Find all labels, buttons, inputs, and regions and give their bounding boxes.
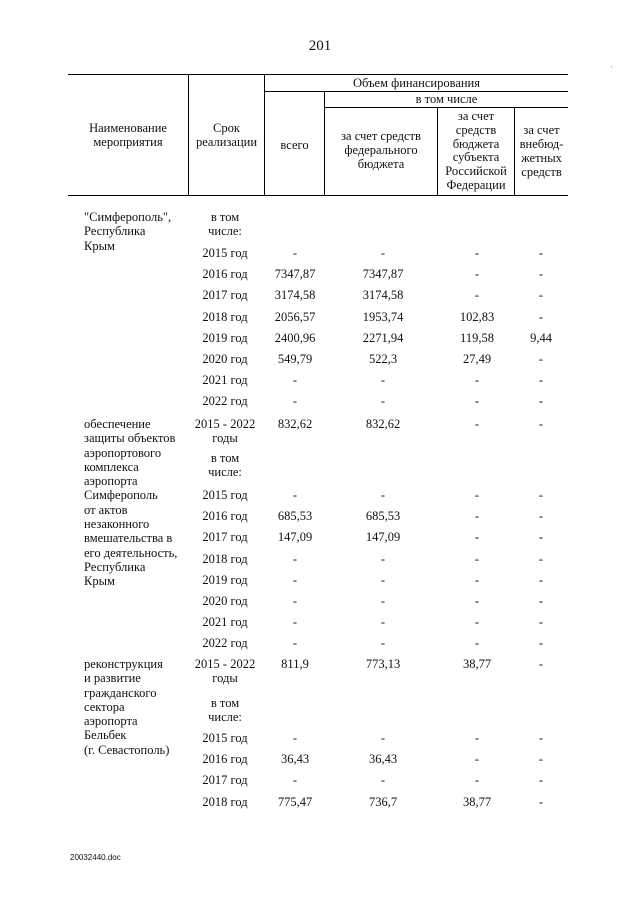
header-including: в том числе [415,92,478,106]
table-row [0,792,640,813]
header-vrule-2 [264,74,265,196]
header-col-name-line: мероприятия [93,135,163,149]
fed-cell: 1953,74 [362,309,404,324]
year-cell: 2021 год [202,373,248,388]
ext-cell: - [538,246,544,260]
ext-cell: - [538,572,544,587]
table-row [0,506,640,527]
total-cell: - [292,773,298,788]
header-extra-line: средств [521,165,562,179]
total-cell: 2400,96 [274,330,316,345]
ext-cell: - [538,530,544,545]
range-label-line: 2015 - 2022 [194,417,256,431]
ext-cell: - [538,636,544,651]
subj-cell: 102,83 [459,309,495,324]
subj-cell: 119,58 [460,330,494,345]
total-cell: 549,79 [277,352,313,366]
year-cell: 2015 год [202,488,248,502]
header-col-name [68,121,188,149]
subj-cell: - [474,530,480,545]
activity-name-line: Крым [84,238,115,253]
fed-cell: - [380,488,386,502]
subj-cell: 27,49 [462,352,492,366]
subj-cell: - [474,572,480,587]
header-extra-line: внебюд- [519,137,564,151]
table-row [0,549,640,570]
year-cell: 2017 год [202,530,248,545]
header-subject-line: Федерации [446,177,506,192]
total-cell: - [292,731,298,745]
year-cell: 2018 год [202,309,248,324]
including-label-line: числе: [208,465,242,479]
subj-cell: - [474,373,480,388]
page-number: 201 [308,38,332,54]
stray-mark: · [610,62,613,72]
fed-cell: 3174,58 [362,288,404,303]
table-row [0,633,640,654]
total-cell: - [292,636,298,651]
subj-cell: - [474,267,480,282]
activity-name-line: аэропортового [84,445,162,460]
range-label [188,657,262,685]
range-label-line: годы [212,431,238,445]
header-top-rule [68,74,568,75]
total-cell: - [292,594,298,608]
header-subject-line: субъекта [452,150,500,165]
table-row [0,285,640,306]
activity-name-line: незаконного [84,517,150,532]
subj-cell: - [474,551,480,566]
including-label-line: в том [210,451,240,465]
subj-cell: - [474,246,480,260]
range-subj-cell: - [474,417,480,431]
table-row [0,264,640,285]
activity-name-line: аэропорта [84,714,138,729]
year-cell: 2022 год [202,636,248,651]
year-cell: 2017 год [202,773,248,788]
ext-cell: - [538,731,544,745]
including-label [188,210,262,238]
table-row [0,591,640,612]
fed-cell: - [380,551,386,566]
header-subject-line: бюджета [452,136,500,151]
total-cell: - [292,615,298,630]
header-subject [438,110,514,193]
activity-name-line: от актов [84,502,128,517]
table-row [0,243,640,264]
table-row [0,307,640,328]
subj-cell: - [474,773,480,788]
subj-cell: - [474,394,480,409]
header-extra [515,123,568,179]
table-row [0,570,640,591]
including-label [188,696,262,724]
ext-cell: - [538,794,544,809]
subj-cell: - [474,509,480,524]
total-cell: 685,53 [277,509,313,524]
total-cell: - [292,394,298,409]
table-row [0,370,640,391]
ext-cell: - [538,509,544,524]
year-cell: 2015 год [202,731,248,745]
activity-name-line: и развитие [84,671,141,686]
fed-cell: 7347,87 [362,267,404,282]
ext-cell: - [538,551,544,566]
activity-name-line: Крым [84,574,115,589]
total-cell: 7347,87 [274,267,316,282]
activity-name-line: сектора [84,699,125,714]
range-label-line: 2015 - 2022 [194,657,256,671]
including-label-line: числе: [208,224,242,238]
range-fed-cell: 832,62 [365,417,401,431]
activity-name-line: Бельбек [84,728,127,743]
fed-cell: - [380,636,386,651]
subj-cell: 38,77 [462,794,492,809]
subj-cell: - [474,615,480,630]
range-total-cell: 811,9 [281,657,309,671]
header-subject-line: Российской [445,164,507,179]
activity-name-line: Симферополь [84,488,158,503]
activity-name-line: комплекса [84,459,139,474]
including-label-line: в том [210,210,240,224]
fed-cell: 685,53 [365,509,401,524]
header-col-name-line: Наименование [89,121,167,135]
total-cell: - [292,572,298,587]
including-label [188,451,262,479]
activity-name-line: обеспечение [84,417,151,431]
range-label [188,417,262,445]
ext-cell: - [538,352,544,366]
header-extra-line: жетных [521,151,562,165]
year-cell: 2020 год [202,352,248,366]
table-row [0,527,640,548]
fed-cell: 736,7 [368,794,398,809]
ext-cell: - [538,773,544,788]
year-cell: 2017 год [202,288,248,303]
header-col-term-line: реализации [195,135,258,149]
header-subject-line: средств [455,122,497,137]
fed-cell: - [380,731,386,745]
total-cell: 775,47 [277,794,313,809]
activity-name-line: Республика [84,224,146,239]
fed-cell: 147,09 [365,530,401,545]
activity-name-line: аэропорта [84,474,138,489]
header-extra-line: за счет [523,123,560,137]
year-cell: 2016 год [202,752,248,767]
ext-cell: - [538,288,544,303]
header-total: всего [280,138,309,152]
table-row [0,349,640,370]
ext-cell: - [538,488,544,502]
year-cell: 2016 год [202,509,248,524]
header-federal-line: за счет средств [341,129,421,143]
table-row [0,485,640,506]
subj-cell: - [474,594,480,608]
year-cell: 2020 год [202,594,248,608]
header-financing: Объем финансирования [353,76,480,90]
total-cell: - [292,373,298,388]
range-subj-cell: 38,77 [462,657,492,671]
activity-name-line: (г. Севастополь) [84,742,170,757]
activity-name-line: вмешательства в [84,531,173,546]
total-cell: 147,09 [277,530,313,545]
table-header [68,74,568,196]
ext-cell: - [538,309,544,324]
header-col-term-line: Срок [213,121,240,135]
year-cell: 2021 год [202,615,248,630]
table-row [0,328,640,349]
table-row [0,749,640,770]
table-row [0,612,640,633]
activity-name-line: Республика [84,559,146,574]
year-cell: 2019 год [202,330,248,345]
subj-cell: - [474,636,480,651]
year-cell: 2018 год [202,551,248,566]
fed-cell: - [380,572,386,587]
total-cell: - [292,488,298,502]
header-federal-line: федерального [344,143,418,157]
fed-cell: 2271,94 [362,330,404,345]
header-federal-line: бюджета [357,157,405,171]
activity-name-line: реконструкция [84,657,163,671]
subj-cell: - [474,752,480,767]
including-label-line: в том [210,696,240,710]
range-total-cell: 832,62 [277,417,313,431]
range-label-line: годы [212,671,238,685]
fed-cell: - [380,373,386,388]
fed-cell: - [380,394,386,409]
fed-cell: - [380,615,386,630]
fed-cell: - [380,594,386,608]
activity-name-line: его деятельность, [84,545,178,560]
subj-cell: - [474,731,480,745]
total-cell: - [292,246,298,260]
year-cell: 2015 год [202,246,248,260]
total-cell: 36,43 [280,752,310,767]
total-cell: - [292,551,298,566]
header-federal [325,129,437,171]
ext-cell: - [538,373,544,388]
table-row [0,391,640,412]
range-fed-cell: 773,13 [365,657,401,671]
fed-cell: - [380,246,386,260]
fed-cell: - [380,773,386,788]
year-cell: 2022 год [202,394,248,409]
header-bottom-rule [68,195,568,196]
ext-cell: - [538,394,544,409]
header-rule-including [324,107,568,108]
range-ext-cell: - [538,417,544,431]
fed-cell: 36,43 [368,752,398,767]
ext-cell: 9,44 [530,330,552,345]
table-row [0,770,640,791]
activity-name-line: "Симферополь", [84,210,172,224]
ext-cell: - [538,594,544,608]
header-subject-line: за счет [457,109,495,123]
subj-cell: - [474,488,480,502]
ext-cell: - [538,267,544,282]
activity-name-line: гражданского [84,685,157,700]
year-cell: 2018 год [202,794,248,809]
including-label-line: числе: [208,710,242,724]
ext-cell: - [538,615,544,630]
footer-filename: 20032440.doc [70,853,121,862]
table-row [0,728,640,749]
year-cell: 2016 год [202,267,248,282]
fed-cell: 522,3 [368,352,398,366]
subj-cell: - [474,288,480,303]
total-cell: 3174,58 [274,288,316,303]
range-ext-cell: - [538,657,544,671]
year-cell: 2019 год [202,572,248,587]
activity-name-line: защиты объектов [84,431,176,446]
header-col-term [189,121,264,149]
ext-cell: - [538,752,544,767]
total-cell: 2056,57 [274,309,316,324]
